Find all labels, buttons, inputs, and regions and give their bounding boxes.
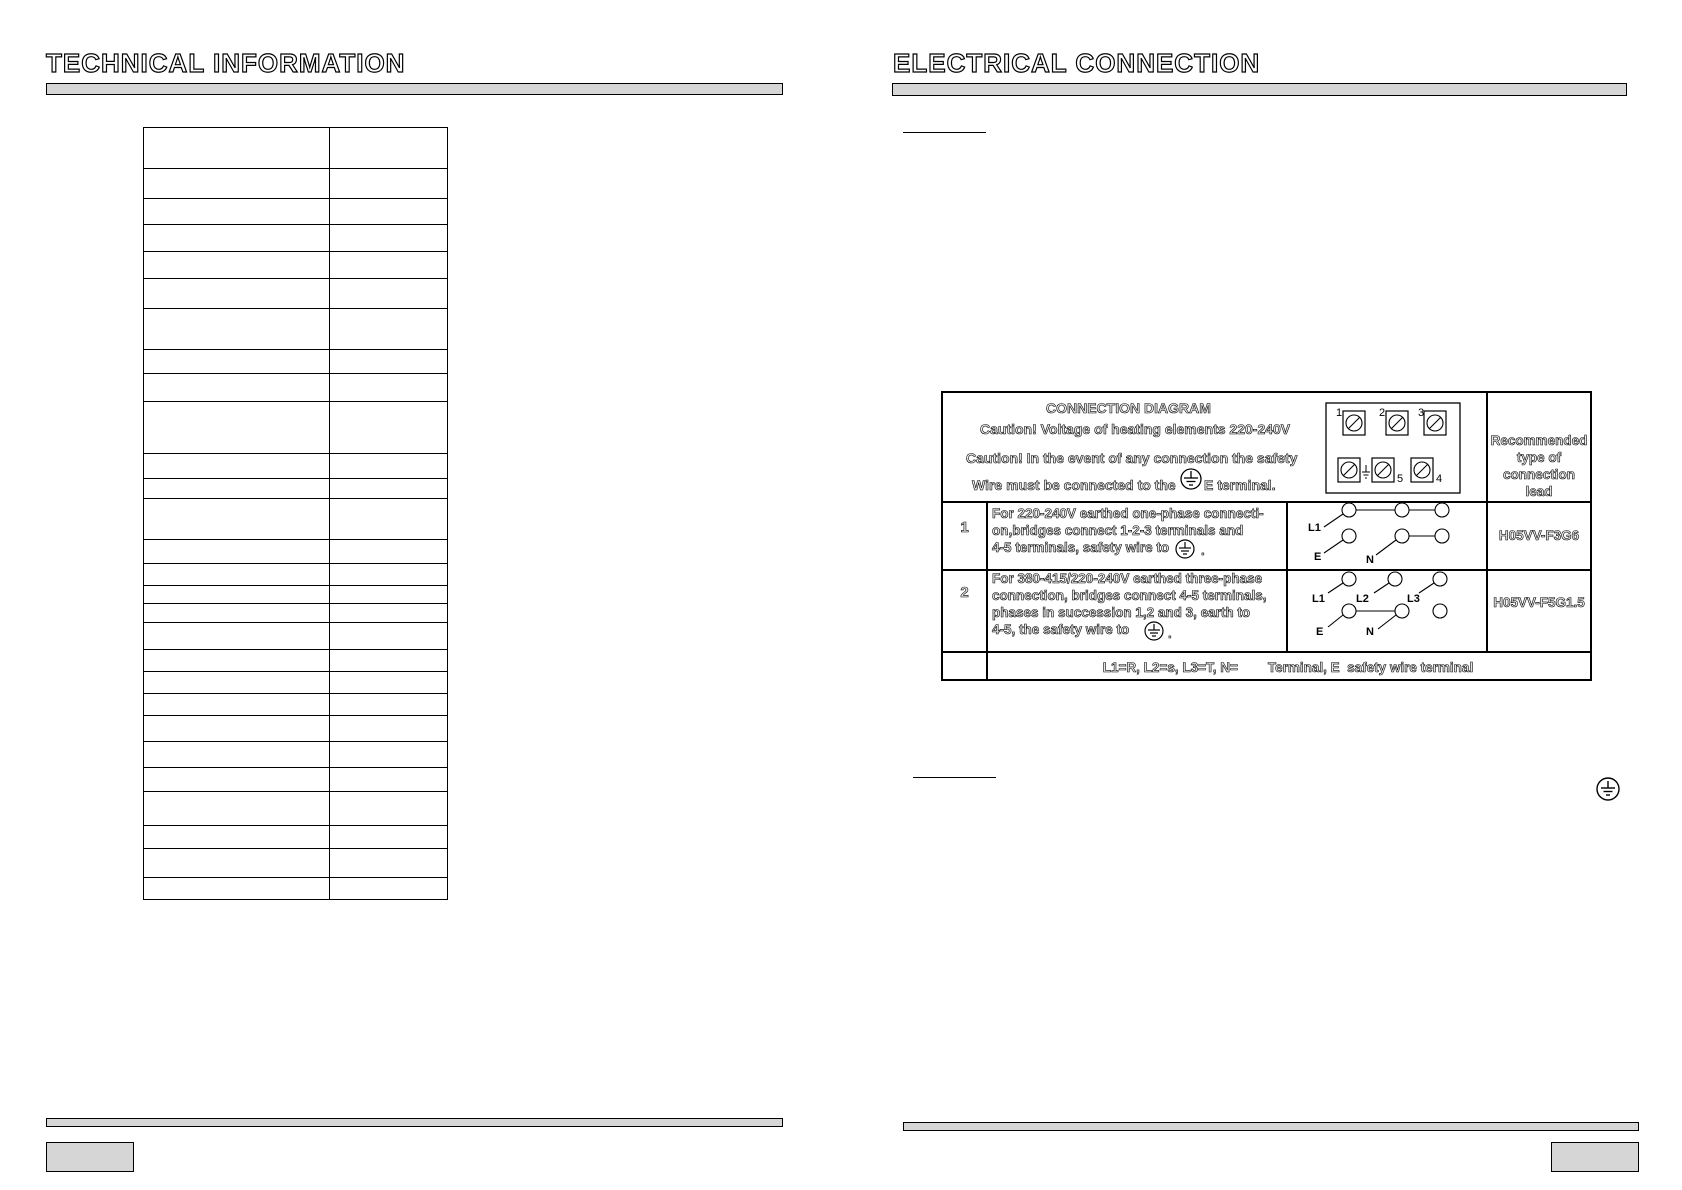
- row-2-line-1: For 380-415/220-240V earthed three-phase: [992, 571, 1263, 586]
- row-2-wiring-diagram: [1290, 571, 1484, 651]
- diagram-title: CONNECTION DIAGRAM: [1046, 400, 1211, 416]
- caution-safety-line2-pre: Wire must be connected to the: [972, 477, 1176, 493]
- diagram-row-divider-1: [943, 501, 1590, 503]
- left-page-title: TECHNICAL INFORMATION: [46, 48, 406, 78]
- earth-ground-icon: [1143, 620, 1165, 642]
- row-1-cable-type: H05VV-F3G6: [1498, 528, 1580, 543]
- row-2-line-2: connection, bridges connect 4-5 terminals,: [992, 588, 1267, 603]
- row-2-index: 2: [960, 584, 969, 601]
- recommended-header-3: connection: [1502, 467, 1575, 482]
- terminal-block-diagram: [1325, 402, 1461, 494]
- row-1-index: 1: [960, 519, 969, 536]
- right-title-bar: [892, 83, 1627, 96]
- technical-spec-table: [143, 127, 448, 900]
- right-page-number-box: [1551, 1142, 1639, 1172]
- recommended-header-2: type of: [1516, 450, 1562, 465]
- caution-voltage: Caution! Voltage of heating elements 220-240V: [980, 421, 1291, 437]
- section-heading-underline: [903, 132, 986, 133]
- caution-safety-line1: Caution! In the event of any connection the safety: [966, 450, 1298, 466]
- terminal-number-4: 4: [1436, 473, 1443, 485]
- diagram-desc-divider: [1286, 501, 1288, 651]
- diagram-footer-legend: L1=R, L2=s, L3=T, N= Terminal, E safety wire terminal: [1102, 660, 1474, 675]
- connection-diagram: [941, 391, 1592, 681]
- section-heading-underline-2: [913, 777, 996, 778]
- row-1-wiring-diagram: [1290, 503, 1484, 569]
- label-n: N: [1366, 626, 1374, 638]
- row-2-cable-type: H05VV-F5G1.5: [1493, 595, 1585, 610]
- label-l3: L3: [1407, 593, 1420, 605]
- label-l1: L1: [1308, 522, 1321, 534]
- row-2-line-4: 4-5, the safety wire to: [992, 622, 1130, 637]
- earth-ground-icon: [1174, 538, 1196, 560]
- row-2-line-end: .: [1168, 626, 1172, 641]
- diagram-index-divider: [986, 501, 988, 679]
- recommended-header-1: Recommended: [1490, 433, 1588, 448]
- row-1-line-3: 4-5 terminals, safety wire to: [992, 540, 1170, 555]
- terminal-number-2: 2: [1379, 407, 1386, 419]
- caution-safety-line2-post: E terminal.: [1204, 477, 1276, 493]
- left-footer-bar: [46, 1118, 783, 1127]
- label-l2: L2: [1356, 593, 1369, 605]
- earth-ground-icon: [1179, 467, 1203, 491]
- right-page-title: ELECTRICAL CONNECTION: [893, 48, 1261, 78]
- label-e: E: [1316, 626, 1324, 638]
- terminal-number-3: 3: [1418, 407, 1425, 419]
- diagram-row-divider-3: [943, 651, 1590, 653]
- row-1-line-2: on,bridges connect 1-2-3 terminals and: [992, 523, 1244, 538]
- right-footer-bar: [903, 1122, 1639, 1131]
- left-page-number-box: [46, 1142, 134, 1172]
- row-2-line-3: phases in succession 1,2 and 3, earth to: [992, 605, 1251, 620]
- terminal-number-5: 5: [1397, 473, 1404, 485]
- label-e: E: [1314, 551, 1322, 563]
- recommended-header-4: lead: [1525, 484, 1553, 499]
- earth-ground-icon: [1595, 776, 1621, 802]
- label-l1: L1: [1312, 593, 1325, 605]
- terminal-number-1: 1: [1336, 407, 1343, 419]
- row-1-line-1: For 220-240V earthed one-phase connecti-: [992, 506, 1264, 521]
- label-n: N: [1366, 554, 1374, 566]
- left-title-bar: [46, 83, 783, 95]
- diagram-col-divider: [1486, 393, 1488, 652]
- row-1-line-end: .: [1201, 543, 1205, 558]
